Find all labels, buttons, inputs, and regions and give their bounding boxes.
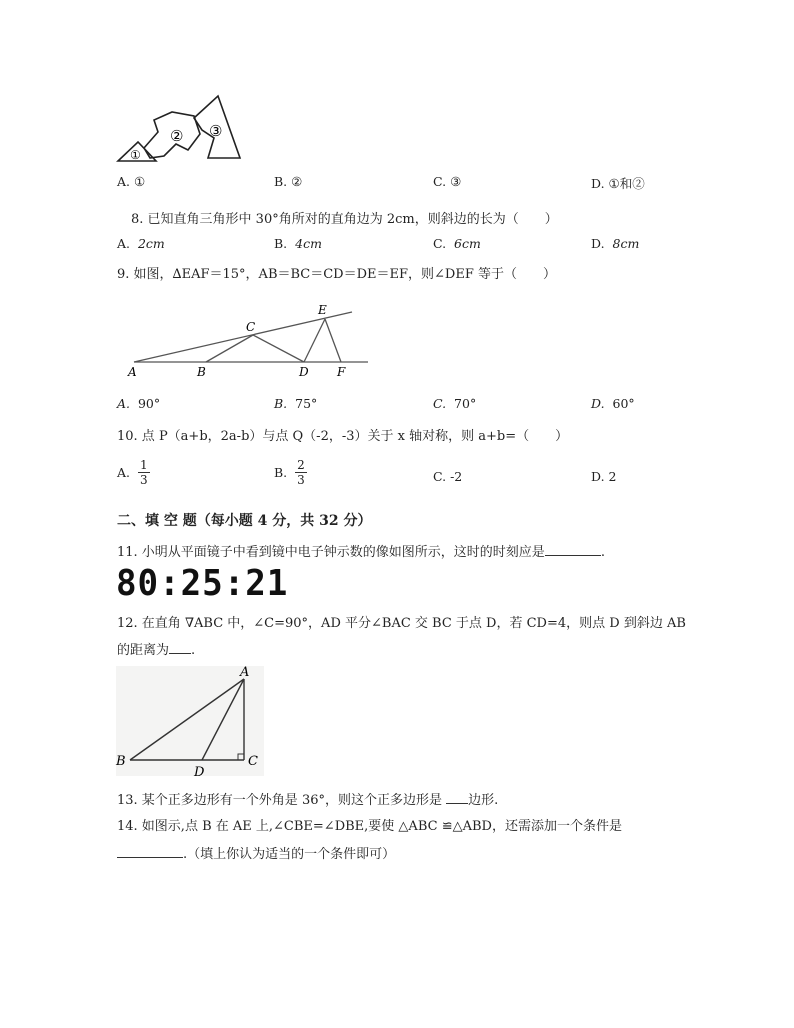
q12-label-b: B [116,754,126,769]
q12-stem-line1: 12. 在直角 ∇ABC 中，∠C=90°，AD 平分∠BAC 交 BC 于点 D，若 CD=4，则点 D 到斜边 AB [117,616,686,631]
q10-option-c[interactable]: C. -2 [433,469,463,484]
q7-label-1: ① [130,148,141,162]
q9-segment-cd [253,335,304,362]
q9-segment-ef [325,319,341,362]
q12-answer-blank[interactable] [169,641,191,654]
q7-figure [114,92,246,166]
q9-option-b[interactable]: B. 75° [274,396,318,411]
q10-option-a-fraction: $\frac{1}{3}$ [140,458,148,487]
q12-side-ba [130,679,244,760]
q8-option-b[interactable]: B. 4cm [274,236,322,251]
q12-right-angle-mark [238,754,244,760]
q7-option-a[interactable]: A. ① [117,174,146,189]
q9-segment-bc [206,335,253,362]
q13-answer-blank[interactable] [446,791,468,804]
q13-stem: 13. 某个正多边形有一个外角是 36°，则这个正多边形是 边形. [117,793,499,808]
q8-option-a[interactable]: A. 2cm [117,236,165,251]
q9-segment-de [304,319,325,362]
q9-option-a[interactable]: A. 90° [117,396,161,411]
q7-label-3: ③ [209,122,223,140]
q14-stem-line2: .（填上你认为适当的一个条件即可） [117,843,395,862]
q14-answer-blank[interactable] [117,845,183,858]
q12-label-a: A [240,665,250,680]
q8-stem: 8. 已知直角三角形中 30°角所对的直角边为 2cm，则斜边的长为（ ） [131,212,558,227]
q10-stem: 10. 点 P（a+b，2a-b）与点 Q（-2，-3）关于 x 轴对称，则 a+b=（ ） [117,429,569,444]
q9-label-e: E [318,303,327,317]
q10-option-a[interactable]: A. $\frac{1}{3}$ [117,458,148,487]
q7-option-b[interactable]: B. ② [274,174,303,189]
q10-option-b-fraction: $\frac{2}{3}$ [297,458,305,487]
q7-label-2: ② [170,127,184,145]
q9-label-d: D [299,365,309,379]
q9-label-c: C [246,320,256,334]
q7-option-d[interactable]: D. ①和② [591,176,645,191]
q11-mirrored-clock: 80:25:21 [116,563,289,604]
q10-option-d[interactable]: D. 2 [591,469,617,484]
q9-label-f: F [337,365,346,379]
q10-option-b[interactable]: B. $\frac{2}{3}$ [274,458,305,487]
q9-label-b: B [197,365,206,379]
q11-stem: 11. 小明从平面镜子中看到镜中电子钟示数的像如图所示，这时的时刻应是 . [117,545,605,560]
q12-stem-line2: 的距离为 . [117,643,196,658]
q8-option-d[interactable]: D. 8cm [591,236,640,251]
q12-figure [112,664,272,780]
q9-option-c[interactable]: C. 70° [433,396,477,411]
q9-figure [122,300,372,380]
q9-label-a: A [128,365,137,379]
q9-option-d[interactable]: D. 60° [591,396,635,411]
q9-line-ray [134,312,352,362]
q12-label-c: C [248,754,258,769]
q8-option-c[interactable]: C. 6cm [433,236,481,251]
q12-label-d: D [194,765,205,780]
section-2-title: 二、填 空 题（每小题 4 分，共 32 分） [117,513,372,529]
q9-stem: 9. 如图，∆EAF＝15°，AB＝BC＝CD＝DE＝EF，则∠DEF 等于（ ） [117,267,556,282]
q12-segment-ad [202,679,244,760]
q14-stem-line1: 14. 如图示,点 B 在 AE 上,∠CBE=∠DBE,要使 △ABC ≌△ABD，还需添加一个条件是 [117,819,622,834]
q11-answer-blank[interactable] [545,543,601,556]
q7-option-c[interactable]: C. ③ [433,174,462,189]
